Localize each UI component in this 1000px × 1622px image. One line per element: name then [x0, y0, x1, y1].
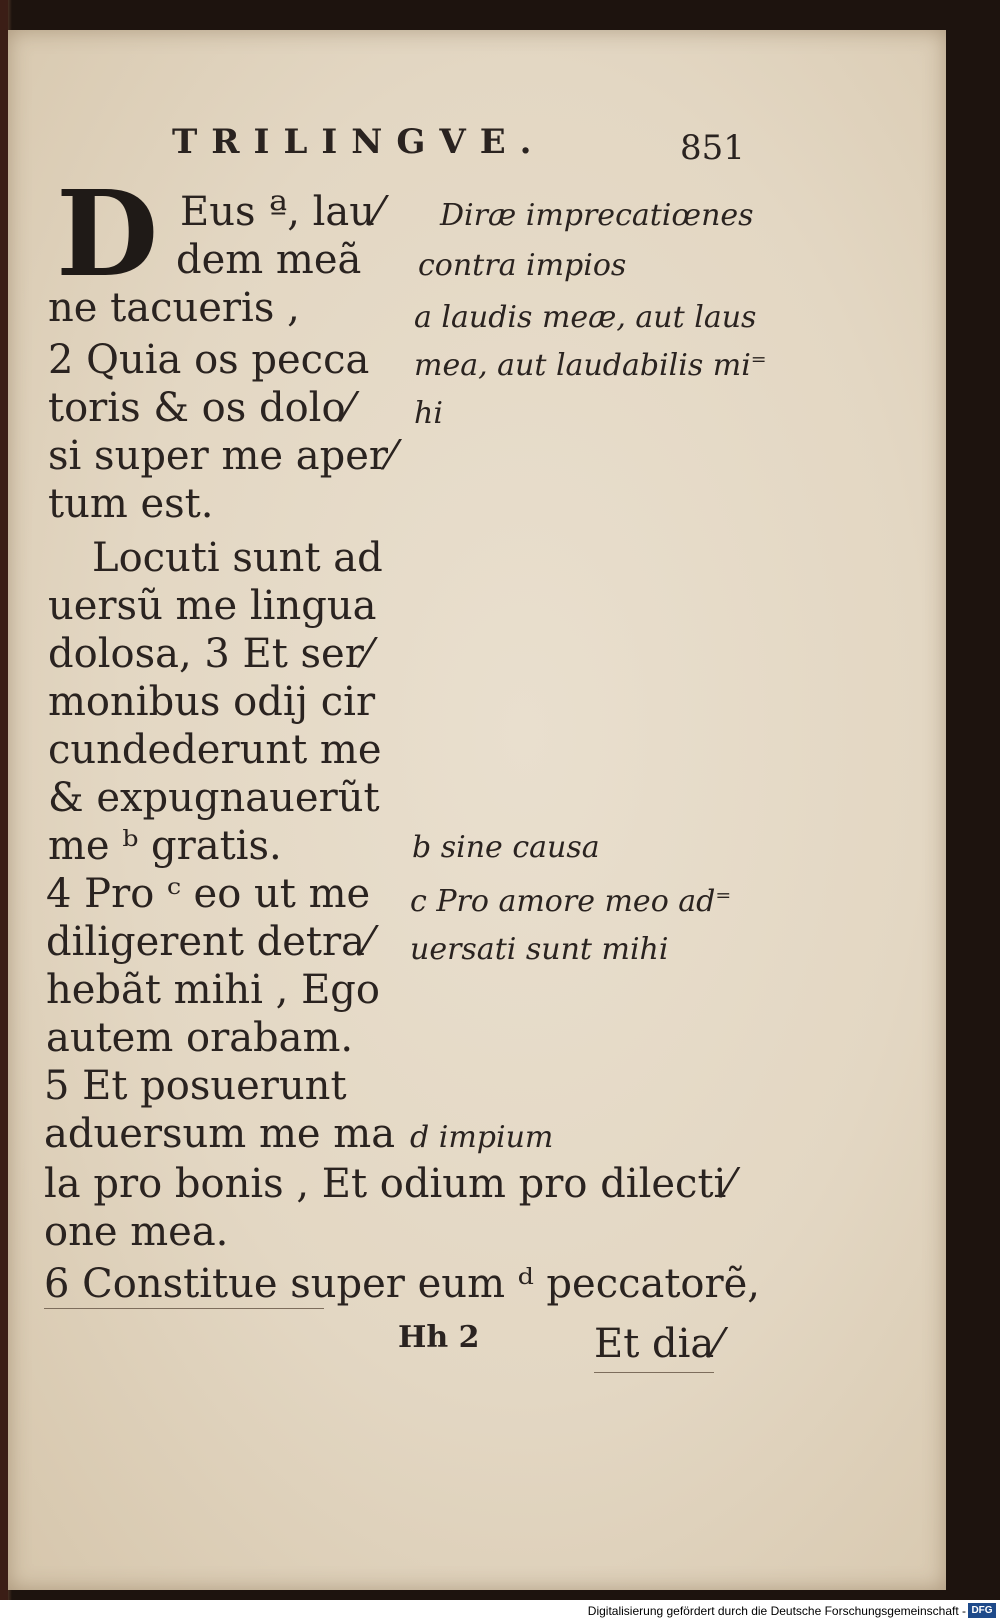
body-line: monibus odij cir — [48, 679, 376, 725]
body-line: tum est. — [48, 481, 214, 527]
margin-note: mea, aut laudabilis mi⁼ — [414, 348, 767, 383]
margin-note: d impium — [410, 1120, 554, 1155]
body-line: me ᵇ gratis. — [48, 823, 282, 869]
margin-note: contra impios — [418, 248, 627, 283]
margin-note: Diræ imprecatiœnes — [440, 198, 754, 233]
margin-note: c Pro amore meo ad⁼ — [410, 884, 732, 919]
print-rule — [594, 1372, 714, 1373]
margin-note: b sine causa — [412, 830, 600, 865]
digitization-footer — [0, 1600, 1000, 1622]
margin-note: hi — [414, 396, 443, 431]
body-line: ne tacueris , — [48, 285, 300, 331]
drop-capital: D — [56, 164, 159, 303]
body-line: 5 Et posuerunt — [44, 1063, 347, 1109]
body-line: cundederunt me — [48, 727, 382, 773]
body-line: & expugnauerũt — [48, 775, 380, 821]
body-line: dem meã — [176, 237, 362, 283]
body-line: 6 Constitue super eum ᵈ peccatorẽ, — [44, 1261, 761, 1307]
footer-credit: Digitalisierung gefördert durch die Deutsche Forschungsgemeinschaft - — [587, 1604, 966, 1618]
body-line: autem orabam. — [46, 1015, 354, 1061]
body-line: Locuti sunt ad — [92, 535, 383, 581]
body-line: hebãt mihi , Ego — [46, 967, 380, 1013]
signature-mark: Hh 2 — [398, 1320, 480, 1355]
print-rule — [44, 1308, 324, 1309]
body-line: dolosa, 3 Et ser⁄ — [48, 631, 371, 677]
body-line: 4 Pro ᶜ eo ut me — [46, 871, 371, 917]
body-line: 2 Quia os pecca — [48, 337, 370, 383]
body-line: si super me aper⁄ — [48, 433, 395, 479]
catchword: Et dia⁄ — [594, 1321, 721, 1367]
dfg-logo: DFG — [968, 1603, 996, 1618]
page-number: 851 — [680, 128, 745, 168]
book-spine-edge — [0, 0, 8, 1600]
margin-note: a laudis meæ, aut laus — [414, 300, 757, 335]
running-header-title: TRILINGVE. — [172, 122, 546, 162]
body-line: uersũ me lingua — [48, 583, 377, 629]
margin-note: uersati sunt mihi — [410, 932, 669, 967]
body-line: la pro bonis , Et odium pro dilecti⁄ — [44, 1161, 734, 1207]
body-line: Eus ª, lau⁄ — [180, 189, 382, 235]
body-line: toris & os dolo⁄ — [48, 385, 353, 431]
body-line: diligerent detra⁄ — [46, 919, 372, 965]
body-line: one mea. — [44, 1209, 229, 1255]
body-line: aduersum me ma — [44, 1111, 396, 1157]
